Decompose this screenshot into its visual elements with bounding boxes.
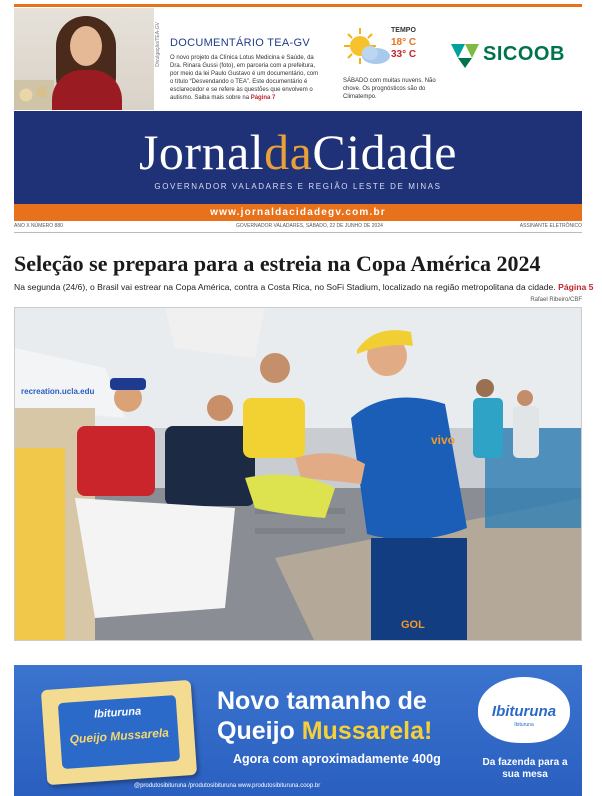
lede-text: Na segunda (24/6), o Brasil vai estrear na Copa América, contra a Costa Rica, no SoFi Stadium, localizado na região metropolitana da cidade. [14, 282, 556, 292]
temperature-max: 33° C [391, 49, 417, 60]
svg-text:GOL: GOL [401, 619, 425, 631]
edition-date: GOVERNADOR VALADARES, SÁBADO, 22 DE JUNHO DE 2024 [236, 223, 383, 229]
teaser-photo-credit: Divulgação/TEA-GV [155, 22, 161, 67]
cheese-label [58, 695, 180, 769]
photo-scene [15, 308, 582, 641]
cheese-product-name: Queijo Mussarela [69, 725, 170, 747]
article-lede [14, 282, 594, 292]
weather-label: TEMPO [391, 27, 416, 34]
website-url[interactable]: www.jornaldacidadegv.com.br [14, 204, 582, 221]
teaser-text [170, 54, 320, 102]
edition-info-row [14, 223, 582, 232]
article-page-link[interactable]: Página 5 [558, 282, 594, 292]
ibituruna-ad[interactable] [14, 665, 582, 796]
banner-text: recreation.ucla.edu [21, 387, 95, 396]
flowers-decoration [14, 80, 54, 110]
ibituruna-logo-text: Ibituruna [491, 703, 557, 720]
ad-headline-mussarela: Mussarela! [301, 717, 433, 745]
ad-headline-line2 [217, 717, 432, 746]
ad-headline-queijo: Queijo [217, 717, 302, 745]
sicoob-logo-icon [451, 40, 481, 68]
main-news-photo[interactable] [14, 307, 582, 641]
title-part-da: da [264, 124, 313, 180]
ibituruna-logo [478, 677, 570, 743]
title-part-jornal: Jornal [138, 124, 265, 180]
teaser-photo[interactable] [14, 8, 154, 110]
sicoob-wordmark: SICOOB [483, 43, 565, 65]
ad-headline-line1: Novo tamanho de [217, 687, 427, 715]
masthead-subtitle: GOVERNADOR VALADARES E REGIÃO LESTE DE MINAS [154, 182, 442, 191]
top-accent-rule [14, 4, 582, 7]
ad-social-links[interactable]: @produtosibituruna /produtosibituruna www.produtosibituruna.coop.br [134, 783, 321, 789]
ibituruna-logo-tag: Ibituruna [514, 722, 534, 728]
ad-slogan: Da fazenda para a sua mesa [482, 757, 568, 780]
divider [14, 232, 582, 233]
newspaper-title [14, 123, 582, 181]
cheese-package [41, 680, 197, 785]
temperature-min: 18° C [391, 37, 417, 48]
teaser-title[interactable]: DOCUMENTÁRIO TEA-GV [170, 37, 310, 49]
title-part-cidade: Cidade [312, 124, 458, 180]
edition-number: ANO X NÚMERO 880 [14, 223, 63, 229]
photo-credit: Rafael Ribeiro/CBF [530, 297, 582, 303]
cheese-brand: Ibituruna [93, 705, 142, 721]
article-headline[interactable]: Seleção se prepara para a estreia na Copa América 2024 [14, 251, 541, 276]
ad-subheadline: Agora com aproximadamente 400g [233, 752, 441, 766]
masthead[interactable] [14, 111, 582, 204]
svg-text:vivo: vivo [431, 433, 456, 447]
portrait-face [70, 26, 102, 66]
sun-cloud-icon [340, 26, 392, 68]
sicoob-ad[interactable] [451, 40, 579, 68]
weather-forecast-text: SÁBADO com muitas nuvens. Não chove. Os prognósticos são do Climatempo. [343, 78, 436, 100]
teaser-page-link[interactable]: Página 7 [250, 95, 276, 101]
subscription-label: ASSINANTE ELETRÔNICO [519, 223, 582, 229]
teaser-body: O novo projeto da Clínica Lotus Medicina e Saúde, da Dra. Rinara Gussi (foto), em parceria com a prefeitura, por meio da lei Paulo Gustavo é um documentário, com o título “Desvendando o TEA”. Este documentário é esclarecedor e se refere às questões que envolvem o autismo. Saiba mais sobre na [170, 55, 319, 101]
